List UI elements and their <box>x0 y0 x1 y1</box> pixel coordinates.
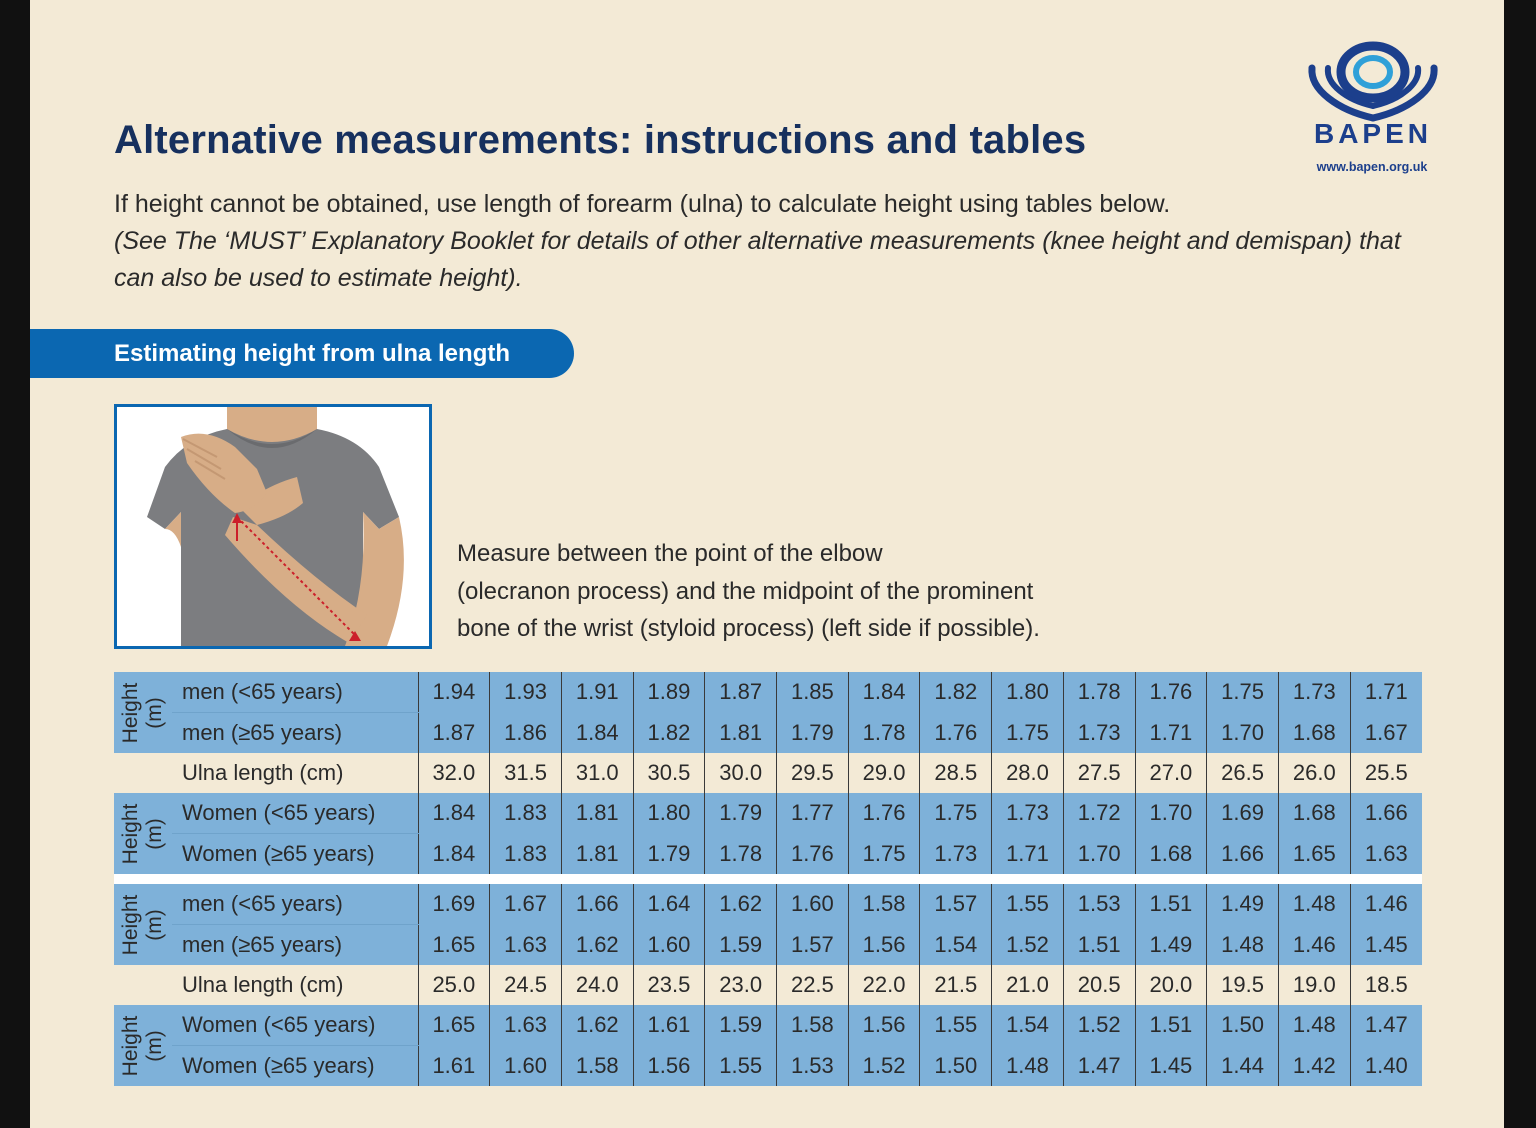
table-cell: 1.77 <box>777 793 849 834</box>
table-cell: 1.58 <box>561 1046 633 1087</box>
table-cell: 18.5 <box>1350 965 1422 1005</box>
table-cell: 1.84 <box>418 834 490 875</box>
table-cell: 1.71 <box>992 834 1064 875</box>
table-cell: 25.0 <box>418 965 490 1005</box>
table-cell: 1.63 <box>490 1005 562 1046</box>
table-cell: 1.65 <box>1278 834 1350 875</box>
table-cell: 1.69 <box>418 884 490 925</box>
row-women-under-65 <box>114 793 1422 834</box>
table-cell: 1.70 <box>1207 713 1279 754</box>
table-cell: 1.68 <box>1278 713 1350 754</box>
table-cell: 1.70 <box>1063 834 1135 875</box>
table-cell: 1.53 <box>1063 884 1135 925</box>
page-title: Alternative measurements: instructions and tables <box>114 118 1087 162</box>
axis-label-line: (m) <box>143 908 166 941</box>
table-cell: 1.51 <box>1063 925 1135 966</box>
table-cell: 1.87 <box>418 713 490 754</box>
table-cell: 1.58 <box>777 1005 849 1046</box>
table-cell: 1.82 <box>920 672 992 713</box>
table-cell: 1.94 <box>418 672 490 713</box>
table-cell: 1.45 <box>1135 1046 1207 1087</box>
table-cell: 1.75 <box>992 713 1064 754</box>
axis-label-line: Height <box>119 803 142 864</box>
table-cell: 1.66 <box>1207 834 1279 875</box>
axis-label-line: Height <box>119 894 142 955</box>
table-cell: 1.73 <box>1278 672 1350 713</box>
table-cell: 1.84 <box>418 793 490 834</box>
table-cell: 1.85 <box>777 672 849 713</box>
table-cell: 1.64 <box>633 884 705 925</box>
table-cell: 1.46 <box>1278 925 1350 966</box>
height-axis-label <box>114 672 172 753</box>
table-cell: 28.5 <box>920 753 992 793</box>
table-cell: 1.89 <box>633 672 705 713</box>
table-cell: 1.56 <box>848 925 920 966</box>
table-cell: 1.51 <box>1135 1005 1207 1046</box>
axis-label-line: (m) <box>143 1029 166 1062</box>
table-cell: 1.62 <box>561 925 633 966</box>
table-cell: 1.57 <box>920 884 992 925</box>
table-cell: 1.93 <box>490 672 562 713</box>
table-cell: 1.73 <box>1063 713 1135 754</box>
table-cell: 1.80 <box>992 672 1064 713</box>
instruction-line: (olecranon process) and the midpoint of the prominent <box>457 577 1034 605</box>
height-axis-label <box>114 884 172 965</box>
table-cell: 1.63 <box>1350 834 1422 875</box>
table-cell: 1.67 <box>490 884 562 925</box>
section-title: Estimating height from ulna length <box>114 340 510 367</box>
table-cell: 1.84 <box>848 672 920 713</box>
table-cell: 22.0 <box>848 965 920 1005</box>
table-cell: 1.75 <box>920 793 992 834</box>
logo-url: www.bapen.org.uk <box>1316 160 1428 174</box>
axis-label-line: (m) <box>143 696 166 729</box>
table-cell: 1.91 <box>561 672 633 713</box>
section-banner <box>30 329 574 378</box>
table-cell: 1.57 <box>777 925 849 966</box>
table-cell: 1.79 <box>777 713 849 754</box>
ulna-measurement-figure <box>114 404 432 649</box>
table-cell: 1.62 <box>705 884 777 925</box>
table-cell: 1.75 <box>848 834 920 875</box>
table-cell: 1.44 <box>1207 1046 1279 1087</box>
table-cell: 1.48 <box>1278 1005 1350 1046</box>
table-cell: 1.55 <box>705 1046 777 1087</box>
table-cell: 25.5 <box>1350 753 1422 793</box>
table-cell: 1.73 <box>992 793 1064 834</box>
table-cell: 1.42 <box>1278 1046 1350 1087</box>
table-cell: 1.66 <box>1350 793 1422 834</box>
table-cell: 1.55 <box>920 1005 992 1046</box>
table-cell: 21.5 <box>920 965 992 1005</box>
table-cell: 1.65 <box>418 1005 490 1046</box>
table-cell: 30.5 <box>633 753 705 793</box>
table-cell: 20.0 <box>1135 965 1207 1005</box>
table-cell: 1.61 <box>633 1005 705 1046</box>
table-cell: 1.56 <box>633 1046 705 1087</box>
table-cell: 1.66 <box>561 884 633 925</box>
table-cell: 1.49 <box>1207 884 1279 925</box>
intro-note: (See The ‘MUST’ Explanatory Booklet for details of other alternative measurements (knee height and demispan) that can also be used to estimate height). <box>114 227 1401 292</box>
row-women-over-65 <box>114 1046 1422 1087</box>
bapen-logo-icon <box>1298 40 1448 180</box>
table-cell: 1.50 <box>1207 1005 1279 1046</box>
row-label: Women (≥65 years) <box>172 1046 418 1087</box>
table-cell: 1.75 <box>1207 672 1279 713</box>
table-cell: 1.60 <box>633 925 705 966</box>
table-cell: 1.82 <box>633 713 705 754</box>
table-cell: 1.50 <box>920 1046 992 1087</box>
table-cell: 1.63 <box>490 925 562 966</box>
row-men-over-65 <box>114 925 1422 966</box>
row-label: Women (<65 years) <box>172 1005 418 1046</box>
table-cell: 29.0 <box>848 753 920 793</box>
table-cell: 1.76 <box>920 713 992 754</box>
table-cell: 1.73 <box>920 834 992 875</box>
table-cell: 1.78 <box>1063 672 1135 713</box>
table-cell: 31.5 <box>490 753 562 793</box>
table-cell: 1.48 <box>992 1046 1064 1087</box>
row-ulna-length <box>114 753 1422 793</box>
table-cell: 1.70 <box>1135 793 1207 834</box>
row-label: Ulna length (cm) <box>172 965 418 1005</box>
table-cell: 1.60 <box>777 884 849 925</box>
table-cell: 1.81 <box>705 713 777 754</box>
intro-line: If height cannot be obtained, use length of forearm (ulna) to calculate height using tables below. <box>114 190 1171 218</box>
ulna-height-table <box>114 672 1422 1086</box>
row-men-under-65 <box>114 884 1422 925</box>
row-women-over-65 <box>114 834 1422 875</box>
row-label: men (≥65 years) <box>172 713 418 754</box>
height-axis-label <box>114 1005 172 1086</box>
row-label: Ulna length (cm) <box>172 753 418 793</box>
table-cell: 1.65 <box>418 925 490 966</box>
table-cell: 1.78 <box>848 713 920 754</box>
table-separator <box>114 874 1422 884</box>
row-label: Women (<65 years) <box>172 793 418 834</box>
table-cell: 20.5 <box>1063 965 1135 1005</box>
table-cell: 1.76 <box>848 793 920 834</box>
table-cell: 1.54 <box>992 1005 1064 1046</box>
table-cell: 1.68 <box>1135 834 1207 875</box>
table-cell: 1.59 <box>705 925 777 966</box>
table-cell: 1.52 <box>1063 1005 1135 1046</box>
table-cell: 1.48 <box>1278 884 1350 925</box>
table-cell: 1.86 <box>490 713 562 754</box>
table-cell: 1.84 <box>561 713 633 754</box>
table-cell: 1.40 <box>1350 1046 1422 1087</box>
table-cell: 23.5 <box>633 965 705 1005</box>
document-page <box>30 0 1504 1128</box>
table-cell: 1.81 <box>561 793 633 834</box>
table-cell: 29.5 <box>777 753 849 793</box>
table-cell: 1.52 <box>992 925 1064 966</box>
table-cell: 24.0 <box>561 965 633 1005</box>
row-label: Women (≥65 years) <box>172 834 418 875</box>
table-cell: 1.55 <box>992 884 1064 925</box>
table-cell: 1.45 <box>1350 925 1422 966</box>
instruction-line: Measure between the point of the elbow <box>457 540 883 567</box>
table-cell: 1.72 <box>1063 793 1135 834</box>
table-cell: 1.47 <box>1350 1005 1422 1046</box>
table-cell: 1.56 <box>848 1005 920 1046</box>
table-cell: 26.5 <box>1207 753 1279 793</box>
height-axis-label <box>114 793 172 874</box>
table-cell: 1.53 <box>777 1046 849 1087</box>
row-men-over-65 <box>114 713 1422 754</box>
intro-text <box>114 186 1414 297</box>
table-cell: 23.0 <box>705 965 777 1005</box>
row-men-under-65 <box>114 672 1422 713</box>
table-cell: 1.79 <box>633 834 705 875</box>
table-cell: 1.60 <box>490 1046 562 1087</box>
table-cell: 1.49 <box>1135 925 1207 966</box>
table-cell: 1.78 <box>705 834 777 875</box>
table-cell: 19.5 <box>1207 965 1279 1005</box>
row-label: men (<65 years) <box>172 672 418 713</box>
table-cell: 1.80 <box>633 793 705 834</box>
table-cell: 1.61 <box>418 1046 490 1087</box>
table-cell: 1.76 <box>1135 672 1207 713</box>
table-cell: 1.48 <box>1207 925 1279 966</box>
axis-label-line: Height <box>119 1015 142 1076</box>
forearm-illustration-icon <box>117 407 429 646</box>
instruction-line: bone of the wrist (styloid process) (left side if possible). <box>457 615 1040 642</box>
axis-spacer <box>114 965 172 1005</box>
table-cell: 1.83 <box>490 793 562 834</box>
row-label: men (<65 years) <box>172 884 418 925</box>
table-cell: 1.69 <box>1207 793 1279 834</box>
table-cell: 27.5 <box>1063 753 1135 793</box>
height-table <box>114 672 1422 1086</box>
axis-label-line: (m) <box>143 817 166 850</box>
table-cell: 31.0 <box>561 753 633 793</box>
table-cell: 1.54 <box>920 925 992 966</box>
axis-spacer <box>114 753 172 793</box>
table-cell: 1.59 <box>705 1005 777 1046</box>
table-cell: 1.58 <box>848 884 920 925</box>
measurement-instruction <box>457 535 1177 648</box>
table-cell: 1.67 <box>1350 713 1422 754</box>
table-cell: 19.0 <box>1278 965 1350 1005</box>
table-cell: 1.76 <box>777 834 849 875</box>
row-ulna-length <box>114 965 1422 1005</box>
table-cell: 1.71 <box>1350 672 1422 713</box>
table-cell: 26.0 <box>1278 753 1350 793</box>
table-cell: 1.79 <box>705 793 777 834</box>
axis-label-line: Height <box>119 682 142 743</box>
table-cell: 1.46 <box>1350 884 1422 925</box>
table-cell: 1.51 <box>1135 884 1207 925</box>
table-cell: 1.71 <box>1135 713 1207 754</box>
table-cell: 30.0 <box>705 753 777 793</box>
logo-wordmark: BAPEN <box>1313 118 1432 149</box>
table-cell: 32.0 <box>418 753 490 793</box>
table-cell: 1.83 <box>490 834 562 875</box>
row-women-under-65 <box>114 1005 1422 1046</box>
table-cell: 22.5 <box>777 965 849 1005</box>
table-cell: 1.52 <box>848 1046 920 1087</box>
table-cell: 1.87 <box>705 672 777 713</box>
row-label: men (≥65 years) <box>172 925 418 966</box>
table-cell: 1.47 <box>1063 1046 1135 1087</box>
table-cell: 1.81 <box>561 834 633 875</box>
table-cell: 21.0 <box>992 965 1064 1005</box>
table-cell: 1.68 <box>1278 793 1350 834</box>
table-cell: 1.62 <box>561 1005 633 1046</box>
table-cell: 27.0 <box>1135 753 1207 793</box>
table-cell: 28.0 <box>992 753 1064 793</box>
table-cell: 24.5 <box>490 965 562 1005</box>
